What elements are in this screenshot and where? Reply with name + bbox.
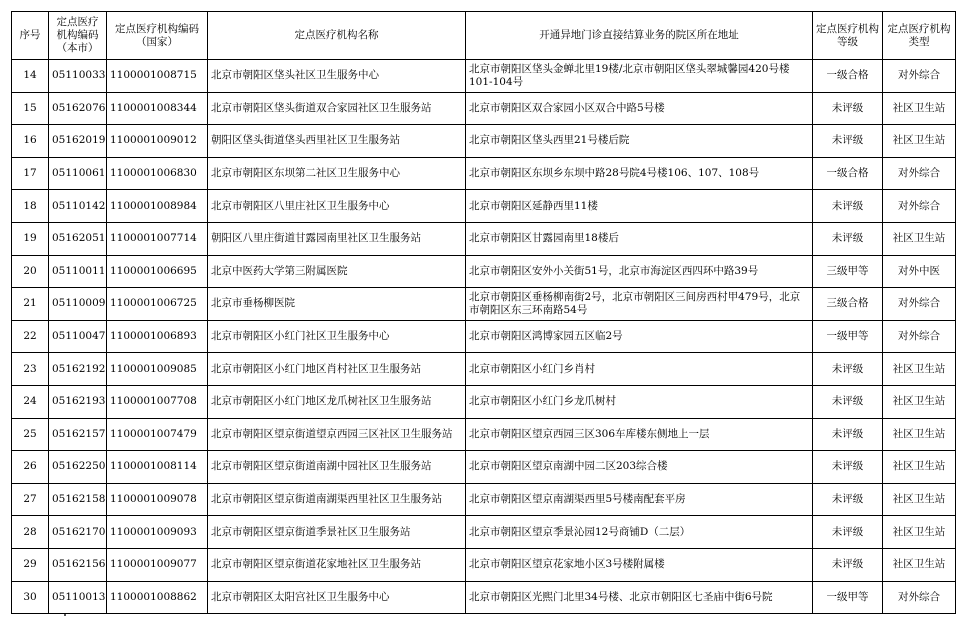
cell-grade: 未评级 xyxy=(813,385,883,418)
cell-address: 北京市朝阳区望京花家地小区3号楼附属楼 xyxy=(466,548,813,581)
cell-seq: 18 xyxy=(12,190,49,223)
cell-local-code: 05162076 xyxy=(49,92,107,125)
cell-national-code: 1100001007479 xyxy=(107,418,208,451)
cell-name: 北京市垂杨柳医院 xyxy=(208,288,466,321)
table-row xyxy=(12,125,956,158)
cell-address: 北京市朝阳区望京季景沁园12号商铺D（二层） xyxy=(466,516,813,549)
table-row xyxy=(12,320,956,353)
cell-national-code: 1100001009093 xyxy=(107,516,208,549)
cell-address: 北京市朝阳区望京南湖渠西里5号楼南配套平房 xyxy=(466,483,813,516)
cell-address: 北京市朝阳区安外小关街51号，北京市海淀区西四环中路39号 xyxy=(466,255,813,288)
cell-seq: 23 xyxy=(12,353,49,386)
cell-local-code: 05162193 xyxy=(49,385,107,418)
cell-national-code: 1100001009085 xyxy=(107,353,208,386)
cell-address: 北京市朝阳区望京西园三区306车库楼东侧地上一层 xyxy=(466,418,813,451)
cell-address: 北京市朝阳区双合家园小区双合中路5号楼 xyxy=(466,92,813,125)
cell-grade: 未评级 xyxy=(813,222,883,255)
cell-type: 社区卫生站 xyxy=(883,222,956,255)
cell-name: 朝阳区垡头街道垡头西里社区卫生服务站 xyxy=(208,125,466,158)
cell-name: 北京中医药大学第三附属医院 xyxy=(208,255,466,288)
cell-seq: 25 xyxy=(12,418,49,451)
cell-type: 社区卫生站 xyxy=(883,92,956,125)
cell-local-code: 05110033 xyxy=(49,60,107,93)
cell-local-code: 05162156 xyxy=(49,548,107,581)
cell-national-code: 1100001008984 xyxy=(107,190,208,223)
cell-national-code: 1100001006830 xyxy=(107,157,208,190)
table-row xyxy=(12,516,956,549)
cell-national-code: 1100001008344 xyxy=(107,92,208,125)
table-row xyxy=(12,255,956,288)
cell-seq: 24 xyxy=(12,385,49,418)
cell-name: 北京市朝阳区望京街道南湖渠西里社区卫生服务站 xyxy=(208,483,466,516)
cell-grade: 三级合格 xyxy=(813,288,883,321)
cell-name: 北京市朝阳区东坝第二社区卫生服务中心 xyxy=(208,157,466,190)
cell-type: 社区卫生站 xyxy=(883,451,956,484)
cell-national-code: 1100001008862 xyxy=(107,581,208,614)
header-row xyxy=(12,12,956,60)
cell-seq: 14 xyxy=(12,60,49,93)
cell-national-code: 1100001009077 xyxy=(107,548,208,581)
cell-national-code: 1100001006695 xyxy=(107,255,208,288)
cell-national-code: 1100001008715 xyxy=(107,60,208,93)
cell-name: 北京市朝阳区望京街道花家地社区卫生服务站 xyxy=(208,548,466,581)
cell-local-code: 05110009 xyxy=(49,288,107,321)
cell-local-code: 05110011 xyxy=(49,255,107,288)
cell-grade: 一级合格 xyxy=(813,157,883,190)
table-row xyxy=(12,418,956,451)
cell-address: 北京市朝阳区光熙门北里34号楼、北京市朝阳区七圣庙中街6号院 xyxy=(466,581,813,614)
cell-type: 社区卫生站 xyxy=(883,516,956,549)
cell-seq: 21 xyxy=(12,288,49,321)
cell-seq: 26 xyxy=(12,451,49,484)
cell-name: 北京市朝阳区小红门地区龙爪树社区卫生服务站 xyxy=(208,385,466,418)
cell-grade: 未评级 xyxy=(813,92,883,125)
table-body xyxy=(12,60,956,614)
cell-seq: 29 xyxy=(12,548,49,581)
cell-type: 对外综合 xyxy=(883,320,956,353)
header-seq: 序号 xyxy=(12,12,49,60)
header-national-code: 定点医疗机构编码（国家） xyxy=(107,12,208,60)
cell-local-code: 05162157 xyxy=(49,418,107,451)
table-row xyxy=(12,92,956,125)
table-row xyxy=(12,353,956,386)
cell-seq: 17 xyxy=(12,157,49,190)
header-name: 定点医疗机构名称 xyxy=(208,12,466,60)
cell-national-code: 1100001009012 xyxy=(107,125,208,158)
cell-name: 北京市朝阳区八里庄社区卫生服务中心 xyxy=(208,190,466,223)
header-address: 开通异地门诊直接结算业务的院区所在地址 xyxy=(466,12,813,60)
cell-grade: 未评级 xyxy=(813,516,883,549)
cell-grade: 未评级 xyxy=(813,548,883,581)
table-header xyxy=(12,12,956,60)
cell-address: 北京市朝阳区小红门乡龙爪树村 xyxy=(466,385,813,418)
cell-grade: 一级甲等 xyxy=(813,581,883,614)
cell-type: 对外综合 xyxy=(883,60,956,93)
table-row xyxy=(12,581,956,614)
table-row xyxy=(12,385,956,418)
header-grade: 定点医疗机构等级 xyxy=(813,12,883,60)
cell-seq: 27 xyxy=(12,483,49,516)
cell-seq: 15 xyxy=(12,92,49,125)
cell-name: 北京市朝阳区望京街道南湖中园社区卫生服务站 xyxy=(208,451,466,484)
cell-name: 北京市朝阳区小红门地区肖村社区卫生服务站 xyxy=(208,353,466,386)
cell-national-code: 1100001006893 xyxy=(107,320,208,353)
cell-national-code: 1100001006725 xyxy=(107,288,208,321)
cell-type: 社区卫生站 xyxy=(883,548,956,581)
cell-local-code: 05110061 xyxy=(49,157,107,190)
table-row xyxy=(12,190,956,223)
table-row xyxy=(12,451,956,484)
cell-type: 对外中医 xyxy=(883,255,956,288)
cell-national-code: 1100001007714 xyxy=(107,222,208,255)
table-row xyxy=(12,288,956,321)
cell-name: 北京市朝阳区小红门社区卫生服务中心 xyxy=(208,320,466,353)
table-row xyxy=(12,483,956,516)
cell-seq: 30 xyxy=(12,581,49,614)
cell-grade: 未评级 xyxy=(813,190,883,223)
cell-local-code: 05162019 xyxy=(49,125,107,158)
cell-address: 北京市朝阳区垡头金蝉北里19楼/北京市朝阳区垡头翠城馨园420号楼101-104号 xyxy=(466,60,813,93)
cell-type: 社区卫生站 xyxy=(883,385,956,418)
cell-name: 北京市朝阳区垡头街道双合家园社区卫生服务站 xyxy=(208,92,466,125)
cell-address: 北京市朝阳区鸿博家园五区临2号 xyxy=(466,320,813,353)
cell-national-code: 1100001008114 xyxy=(107,451,208,484)
header-local-code: 定点医疗机构编码（本市） xyxy=(49,12,107,60)
cell-address: 北京市朝阳区垂杨柳南街2号，北京市朝阳区三间房西村甲479号，北京市朝阳区东三环南路54号 xyxy=(466,288,813,321)
cell-address: 北京市朝阳区垡头西里21号楼后院 xyxy=(466,125,813,158)
cell-address: 北京市朝阳区小红门乡肖村 xyxy=(466,353,813,386)
cell-name: 北京市朝阳区望京街道望京西园三区社区卫生服务站 xyxy=(208,418,466,451)
institution-table xyxy=(11,11,956,614)
cell-grade: 三级甲等 xyxy=(813,255,883,288)
cell-type: 社区卫生站 xyxy=(883,125,956,158)
cell-seq: 19 xyxy=(12,222,49,255)
cell-grade: 未评级 xyxy=(813,125,883,158)
cell-local-code: 05162250 xyxy=(49,451,107,484)
cell-local-code: 05110013 xyxy=(49,581,107,614)
cell-name: 北京市朝阳区望京街道季景社区卫生服务站 xyxy=(208,516,466,549)
cell-grade: 一级甲等 xyxy=(813,320,883,353)
cell-seq: 20 xyxy=(12,255,49,288)
cell-grade: 未评级 xyxy=(813,483,883,516)
cell-national-code: 1100001009078 xyxy=(107,483,208,516)
cell-type: 对外综合 xyxy=(883,190,956,223)
cell-seq: 22 xyxy=(12,320,49,353)
cell-local-code: 05162158 xyxy=(49,483,107,516)
cell-address: 北京市朝阳区望京南湖中园二区203综合楼 xyxy=(466,451,813,484)
cell-grade: 未评级 xyxy=(813,451,883,484)
cell-local-code: 05162192 xyxy=(49,353,107,386)
cell-name: 北京市朝阳区太阳宫社区卫生服务中心 xyxy=(208,581,466,614)
cell-name: 朝阳区八里庄街道甘露园南里社区卫生服务站 xyxy=(208,222,466,255)
cell-address: 北京市朝阳区东坝乡东坝中路28号院4号楼106、107、108号 xyxy=(466,157,813,190)
cell-local-code: 05110047 xyxy=(49,320,107,353)
cell-local-code: 05162051 xyxy=(49,222,107,255)
cell-type: 对外综合 xyxy=(883,581,956,614)
table-row xyxy=(12,157,956,190)
cell-type: 社区卫生站 xyxy=(883,418,956,451)
scan-mark xyxy=(64,614,66,616)
cell-type: 对外综合 xyxy=(883,288,956,321)
cell-seq: 28 xyxy=(12,516,49,549)
cell-address: 北京市朝阳区延静西里11楼 xyxy=(466,190,813,223)
table-row xyxy=(12,548,956,581)
cell-name: 北京市朝阳区垡头社区卫生服务中心 xyxy=(208,60,466,93)
cell-type: 社区卫生站 xyxy=(883,483,956,516)
cell-grade: 未评级 xyxy=(813,418,883,451)
cell-seq: 16 xyxy=(12,125,49,158)
cell-local-code: 05110142 xyxy=(49,190,107,223)
cell-address: 北京市朝阳区甘露园南里18楼后 xyxy=(466,222,813,255)
cell-type: 对外综合 xyxy=(883,157,956,190)
cell-type: 社区卫生站 xyxy=(883,353,956,386)
table-row xyxy=(12,60,956,93)
cell-national-code: 1100001007708 xyxy=(107,385,208,418)
header-type: 定点医疗机构类型 xyxy=(883,12,956,60)
cell-grade: 一级合格 xyxy=(813,60,883,93)
cell-grade: 未评级 xyxy=(813,353,883,386)
table-row xyxy=(12,222,956,255)
cell-local-code: 05162170 xyxy=(49,516,107,549)
